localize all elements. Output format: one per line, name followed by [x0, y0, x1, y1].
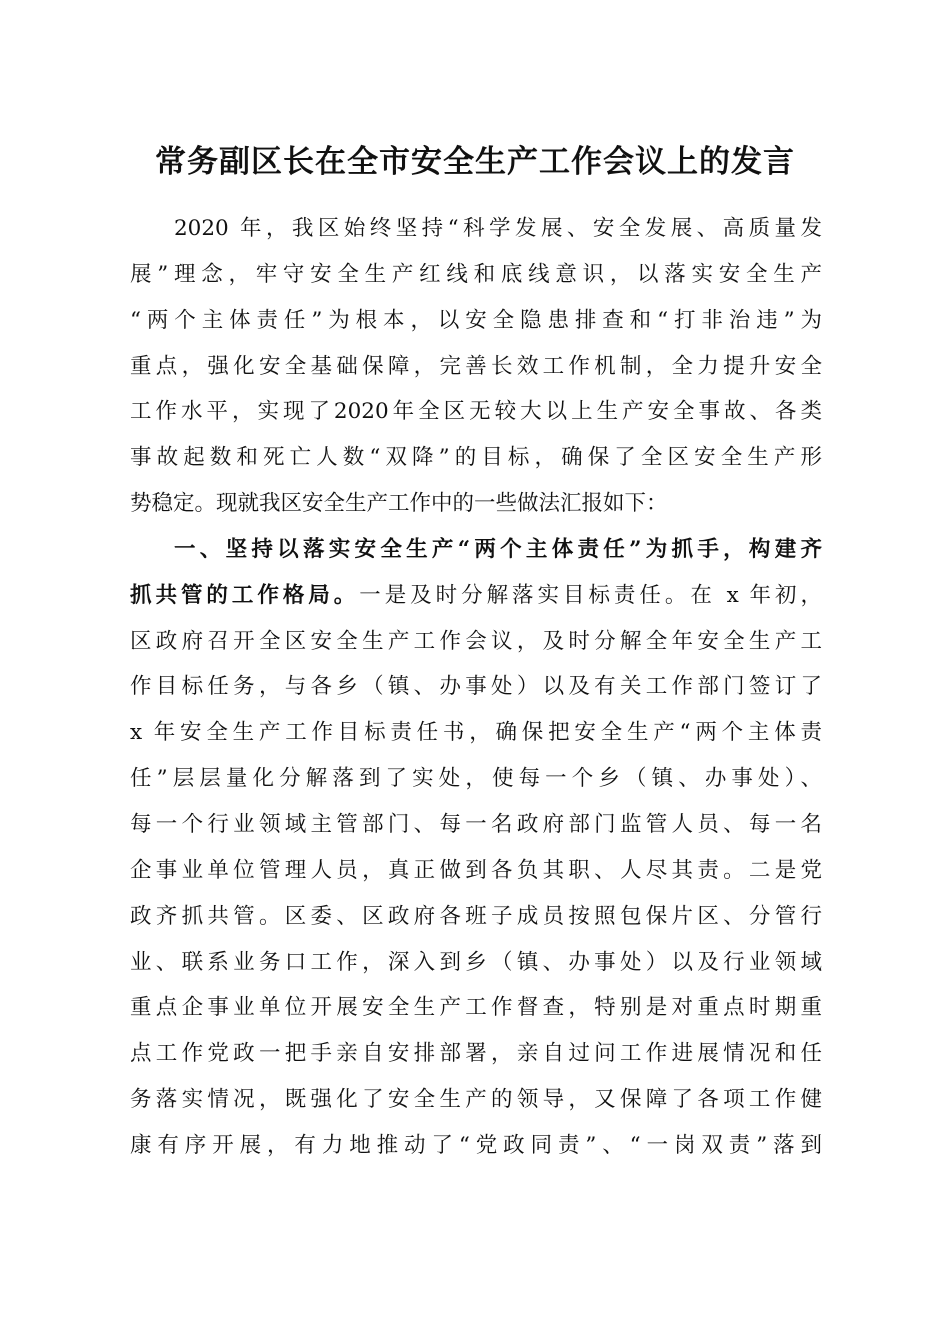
document-title: 常务副区长在全市安全生产工作会议上的发言: [155, 144, 795, 180]
text-line: 展”理念，牢守安全生产红线和底线意识，以落实安全生产: [130, 261, 822, 287]
text-line: 任”层层量化分解落到了实处，使每一个乡（镇、办事处）、: [130, 766, 822, 792]
section-heading-end: 抓共管的工作格局。: [130, 582, 360, 608]
text-line: 重点企事业单位开展安全生产工作督查，特别是对重点时期重: [130, 995, 822, 1021]
text-line: 每一个行业领域主管部门、每一名政府部门监管人员、每一名: [130, 811, 822, 837]
text-line: [130, 573, 822, 619]
paragraph-intro: [130, 206, 822, 527]
text-line: 区政府召开全区安全生产工作会议，及时分解全年安全生产工: [130, 628, 822, 654]
text-line: 势稳定。现就我区安全生产工作中的一些做法汇报如下：: [130, 491, 668, 517]
text-line: 康有序开展，有力地推动了“党政同责”、“一岗双责”落到: [130, 1132, 822, 1158]
document-body: [130, 206, 822, 1169]
section-heading: 一、坚持以落实安全生产“两个主体责任”为抓手，构建齐: [174, 536, 822, 562]
text-line-rest: 一是及时分解落实目标责任。在 x 年初，: [359, 582, 822, 608]
text-line: 政齐抓共管。区委、区政府各班子成员按照包保片区、分管行: [130, 903, 822, 929]
text-line: “两个主体责任”为根本，以安全隐患排查和“打非治违”为: [130, 307, 822, 333]
text-line: 工作水平，实现了2020年全区无较大以上生产安全事故、各类: [130, 399, 822, 425]
text-line: 务落实情况，既强化了安全生产的领导，又保障了各项工作健: [130, 1087, 822, 1113]
text-line: x 年安全生产工作目标责任书，确保把安全生产“两个主体责: [130, 720, 822, 746]
paragraph-section-1: [130, 527, 822, 1169]
text-line: 企事业单位管理人员，真正做到各负其职、人尽其责。二是党: [130, 857, 822, 883]
text-line: 重点，强化安全基础保障，完善长效工作机制，全力提升安全: [130, 353, 822, 379]
text-line: 作目标任务，与各乡（镇、办事处）以及有关工作部门签订了: [130, 674, 822, 700]
text-line: 点工作党政一把手亲自安排部署，亲自过问工作进展情况和任: [130, 1041, 822, 1067]
text-line: 2020 年，我区始终坚持“科学发展、安全发展、高质量发: [174, 216, 822, 241]
text-line: 事故起数和死亡人数“双降”的目标，确保了全区安全生产形: [130, 445, 822, 471]
text-line: 业、联系业务口工作，深入到乡（镇、办事处）以及行业领域: [130, 949, 822, 975]
